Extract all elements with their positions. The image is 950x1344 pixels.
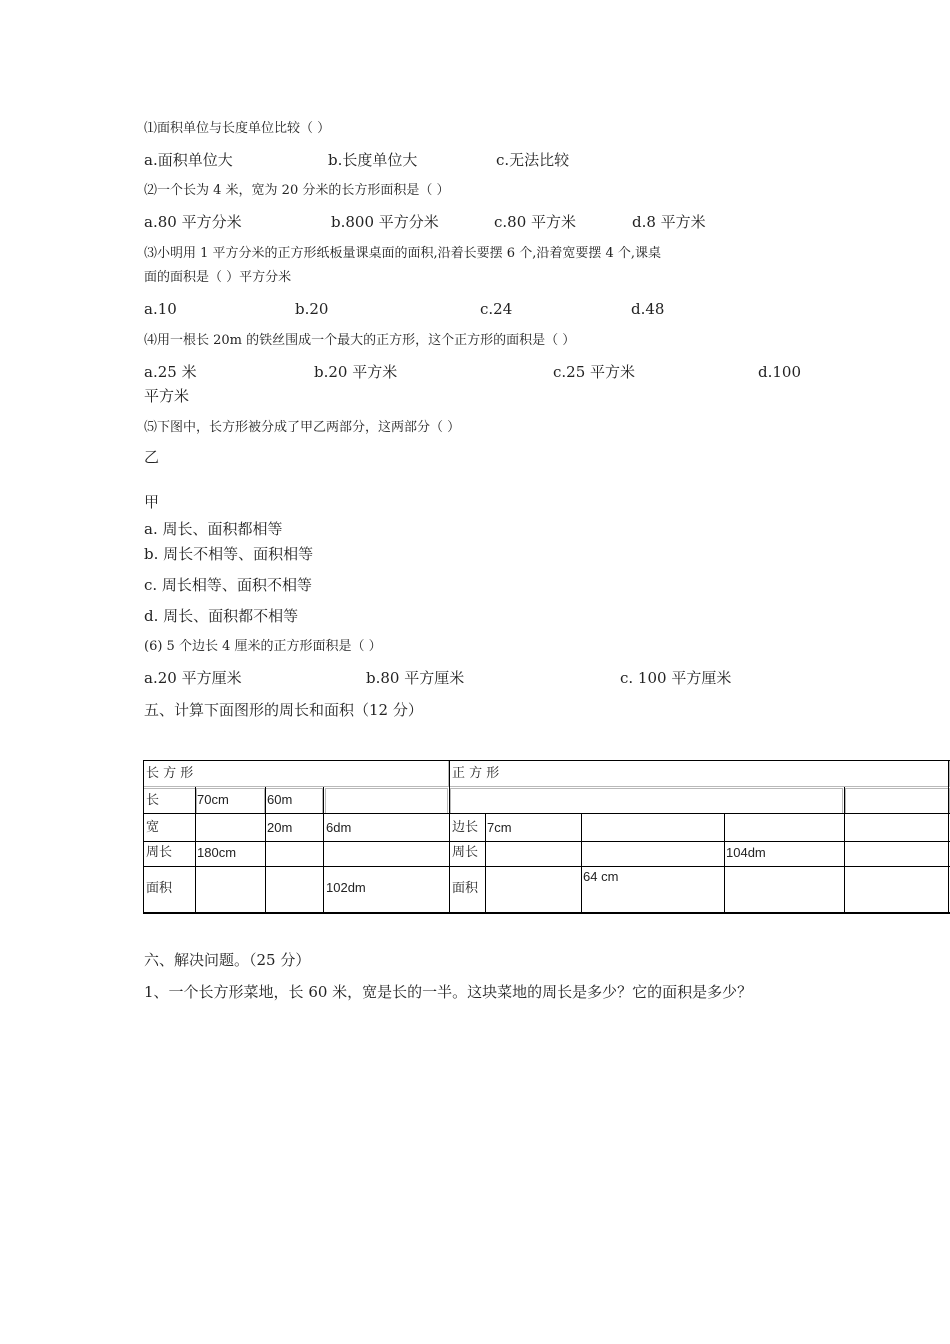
figure-label-jia: 甲	[144, 493, 160, 511]
square-cell: 64 cm	[583, 869, 619, 884]
square-cell: 104dm	[726, 845, 766, 860]
question-6: (6) 5 个边长 4 厘米的正方形面积是（ ）	[144, 639, 382, 654]
q4-option-d-continued: 平方米	[144, 387, 190, 405]
rect-cell: 60m	[267, 792, 293, 807]
q3-option-d: d.48	[631, 300, 665, 318]
question-4: ⑷用一根长 20m 的铁丝围成一个最大的正方形，这个正方形的面积是（ ）	[144, 333, 576, 348]
grey-cell	[325, 788, 448, 814]
rect-row-label: 面积	[146, 881, 173, 896]
table-rule	[948, 760, 949, 914]
rect-cell: 70cm	[197, 792, 229, 807]
q2-option-d: d.8 平方米	[632, 213, 706, 231]
table-rule	[581, 813, 582, 914]
square-row-label: 边长	[452, 820, 479, 835]
square-row-label: 周长	[452, 845, 479, 860]
table-rule	[844, 787, 845, 914]
q5-option-c: c. 周长相等、面积不相等	[144, 576, 312, 594]
q3-option-c: c.24	[480, 300, 513, 318]
q5-option-d: d. 周长、面积都不相等	[144, 607, 299, 625]
rect-cell: 6dm	[326, 820, 352, 835]
square-header-cell	[448, 760, 950, 787]
q4-option-d: d.100	[758, 363, 802, 381]
q5-option-a: a. 周长、面积都相等	[144, 520, 283, 538]
rect-cell: 20m	[267, 820, 293, 835]
problem-1: 1、一个长方形菜地，长 60 米，宽是长的一半。这块菜地的周长是多少？它的面积是多少？	[144, 983, 753, 1001]
rect-row-label: 长	[146, 793, 160, 808]
rect-row-label: 周长	[146, 845, 173, 860]
table-rule	[485, 813, 486, 914]
q2-option-c: c.80 平方米	[494, 213, 577, 231]
q6-option-b: b.80 平方厘米	[366, 669, 465, 687]
question-3-line-1: ⑶小明用 1 平方分米的正方形纸板量课桌面的面积,沿着长要摆 6 个,沿着宽要摆 4 个,课桌	[144, 246, 662, 261]
grey-cell	[450, 788, 843, 814]
q3-option-a: a.10	[144, 300, 177, 318]
q2-option-a: a.80 平方分米	[144, 213, 242, 231]
table-rule	[143, 760, 950, 761]
q4-option-a: a.25 米	[144, 363, 197, 381]
table-rule	[724, 813, 725, 914]
table-rule	[323, 787, 324, 914]
rect-cell: 102dm	[326, 880, 366, 895]
grey-cell	[845, 788, 950, 814]
rect-header: 长 方 形	[146, 766, 194, 781]
question-2: ⑵一个长为 4 米，宽为 20 分米的长方形面积是（ ）	[144, 183, 450, 198]
rect-cell: 180cm	[197, 845, 237, 860]
square-row-label: 面积	[452, 881, 479, 896]
question-5: ⑸下图中，长方形被分成了甲乙两部分，这两部分（ ）	[144, 420, 461, 435]
table-rule	[265, 787, 266, 914]
figure-label-yi: 乙	[144, 448, 160, 466]
q4-option-c: c.25 平方米	[553, 363, 636, 381]
q1-option-c: c.无法比较	[496, 151, 570, 169]
q4-option-b: b.20 平方米	[314, 363, 398, 381]
table-rule	[449, 760, 450, 914]
q1-option-b: b.长度单位大	[328, 151, 418, 169]
rect-row-label: 宽	[146, 820, 160, 835]
q5-option-b: b. 周长不相等、面积相等	[144, 545, 314, 563]
question-3-line-2: 面的面积是（ ）平方分米	[144, 270, 292, 285]
q6-option-c: c. 100 平方厘米	[620, 669, 732, 687]
section-6-title: 六、解决问题。（25 分）	[144, 951, 311, 969]
q1-option-a: a.面积单位大	[144, 151, 233, 169]
table-rule	[143, 760, 144, 914]
question-1: ⑴面积单位与长度单位比较（ ）	[144, 121, 331, 136]
q3-option-b: b.20	[295, 300, 329, 318]
q6-option-a: a.20 平方厘米	[144, 669, 242, 687]
square-cell: 7cm	[487, 820, 512, 835]
square-header: 正 方 形	[452, 766, 500, 781]
table-rule	[195, 787, 196, 914]
section-5-title: 五、计算下面图形的周长和面积（12 分）	[144, 701, 423, 719]
q2-option-b: b.800 平方分米	[331, 213, 439, 231]
